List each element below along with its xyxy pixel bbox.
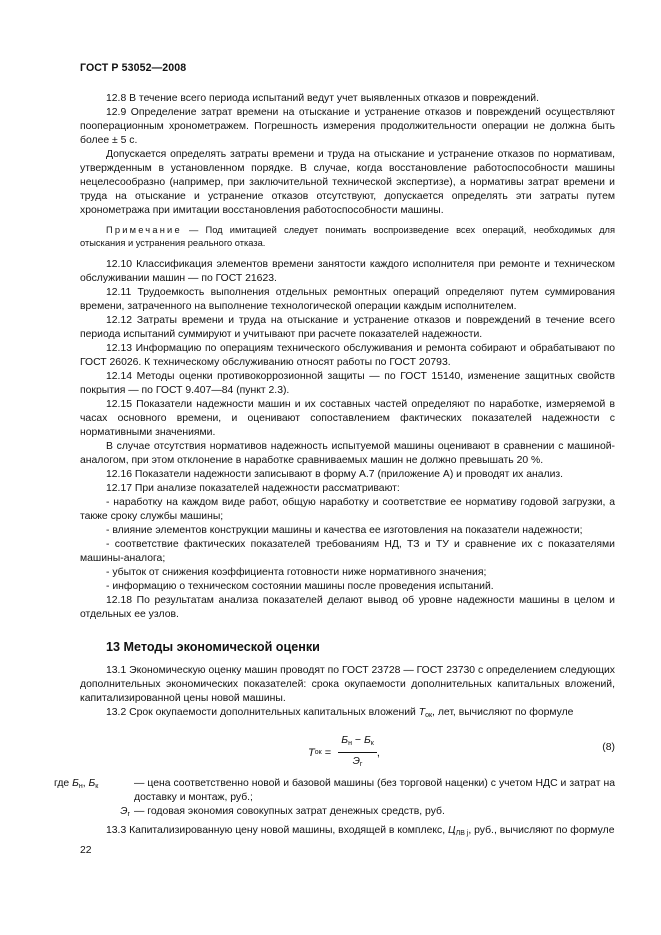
formula-8 <box>80 731 615 771</box>
definition-text: — годовая экономия совокупных затрат денежных средств, руб. <box>134 806 445 817</box>
subscript: к <box>370 740 374 747</box>
subscript: ЛВ j <box>455 830 469 837</box>
formula-comma: , <box>376 746 380 759</box>
minus-sign: − <box>351 734 364 746</box>
paragraph <box>80 706 615 723</box>
paragraph: 12.13 Информацию по операциям технического обслуживания и ремонта собирают и обрабатывают по ГОСТ 26026. К техническому обслуживанию относят работы по ГОСТ 20793. <box>80 343 615 368</box>
page-body <box>54 92 615 841</box>
fraction-numerator <box>338 733 377 753</box>
symbol-label <box>80 805 130 822</box>
paragraph: 12.15 Показатели надежности машин и их составных частей определяют по наработке, измеряемой в часах основного времени, и оценивают сопоставлением фактических показателей надежности с нормативными значениями. <box>80 399 615 438</box>
subscript: к <box>95 783 99 790</box>
section-heading: 13 Методы экономической оценки <box>106 640 320 654</box>
text: , лет, вычисляют по формуле <box>432 707 574 718</box>
paragraph: 12.9 Определение затрат времени на отыскание и устранение отказов и повреждений осуществляют пооперационным хронометражем. Погрешность измерения продолжительности операции не должна быть более ± 5 с. <box>80 107 615 146</box>
paragraph <box>80 824 615 841</box>
symbol: Б <box>72 778 79 789</box>
paragraph: 12.16 Показатели надежности записывают в форму А.7 (приложение А) и проводят их анализ. <box>106 469 564 480</box>
note-label: Примечание <box>106 225 182 235</box>
note-text: — Под имитацией следует понимать воспроизведение всех операций, необходимых для отыскания и устранения реального отказа. <box>80 225 615 248</box>
formula-lhs: Т <box>308 746 315 759</box>
equals-sign: = <box>321 746 335 759</box>
symbol: Ц <box>448 825 456 836</box>
paragraph: 12.8 В течение всего периода испытаний ведут учет выявленных отказов и повреждений. <box>106 93 539 104</box>
symbol: Б <box>341 734 349 746</box>
paragraph: В случае отсутствия нормативов надежность испытуемой машины оценивают в сравнении с машиной-аналогом, при этом отклонение в наработке сравниваемых машин не должно превышать 20 %. <box>80 441 615 466</box>
list-item: - убыток от снижения коэффициента готовности ниже нормативного значения; <box>106 567 487 578</box>
list-item: - наработку на каждом виде работ, общую наработку и соответствие ее нормативу годовой загрузки, а также сроку службы машины; <box>80 497 615 522</box>
symbol: Б <box>363 734 371 746</box>
symbol: Э <box>352 755 360 767</box>
paragraph: 13.1 Экономическую оценку машин проводят по ГОСТ 23728 — ГОСТ 23730 с определением следующих дополнительных экономических показателей: срока окупаемости дополнительных капитальных вложений, капитализированной цены новой машины. <box>80 665 615 704</box>
page-number: 22 <box>80 845 92 856</box>
formula <box>308 733 380 772</box>
subscript: г <box>127 811 130 818</box>
where-label <box>54 777 130 805</box>
symbol: Б <box>88 778 96 789</box>
list-item: - влияние элементов конструкции машины и качества ее изготовления на показатели надежности; <box>106 525 583 536</box>
subscript: н <box>348 740 352 747</box>
paragraph: 12.18 По результатам анализа показателей делают вывод об уровне надежности машины в целом и отдельных ее узлов. <box>80 595 615 620</box>
fraction-denominator <box>353 753 363 772</box>
where-word: где <box>54 778 70 789</box>
subscript: ок <box>314 748 322 756</box>
text: 13.3 Капитализированную цену новой машины, входящей в комплекс, <box>106 825 449 836</box>
paragraph: 12.10 Классификация элементов времени занятости каждого исполнителя при ремонте и техническом обслуживании машин — по ГОСТ 21623. <box>80 259 615 284</box>
symbol-definitions <box>54 777 615 822</box>
paragraph: 12.12 Затраты времени и труда на отыскание и устранение отказов и повреждений в течение всего периода испытаний суммируют и учитывают при расчете показателей надежности. <box>80 315 615 340</box>
symbol: Т <box>418 707 426 718</box>
list-item: - соответствие фактических показателей требованиям НД, ТЗ и ТУ и сравнение их с показателями машины-аналога; <box>80 539 615 564</box>
list-item: - информацию о техническом состоянии машины после проведения испытаний. <box>106 581 494 592</box>
text: , руб., вычисляют по формуле <box>468 825 615 836</box>
paragraph: 12.14 Методы оценки противокоррозионной защиты — по ГОСТ 15140, изменение защитных свойств покрытия — по ГОСТ 9.407—84 (пункт 2.3). <box>80 371 615 396</box>
paragraph: 12.17 При анализе показателей надежности рассматривают: <box>106 483 400 494</box>
note <box>80 224 615 250</box>
subscript: ок <box>425 712 433 719</box>
subscript: н <box>78 783 83 790</box>
formula-number: (8) <box>602 742 615 753</box>
paragraph: Допускается определять затраты времени и труда на отыскание и устранение отказов по нормативам, утвержденным в установленном порядке. В случае, когда восстановление работоспособности машины нецелесообразно (например, при заключительной технической экспертизе), а нормативы затрат времени и труда на отыскание и устранение отказов отсутствуют, допускается определять эти затраты путем хронометража при имитации восстановления работоспособности машины. <box>80 149 615 216</box>
page-header: ГОСТ Р 53052—2008 <box>80 62 187 74</box>
text: , <box>82 778 89 789</box>
symbol: Э <box>120 806 128 817</box>
subscript: г <box>359 761 363 768</box>
paragraph: 12.11 Трудоемкость выполнения отдельных ремонтных операций определяют путем суммирования времени, затраченного на выполнение технологической операции каждым исполнителем. <box>80 287 615 312</box>
fraction <box>338 733 377 772</box>
text: 13.2 Срок окупаемости дополнительных капитальных вложений <box>106 707 419 718</box>
definition-text: — цена соответственно новой и базовой машины (без торговой наценки) с учетом НДС и затрат на доставку и монтаж, руб.; <box>134 778 615 803</box>
